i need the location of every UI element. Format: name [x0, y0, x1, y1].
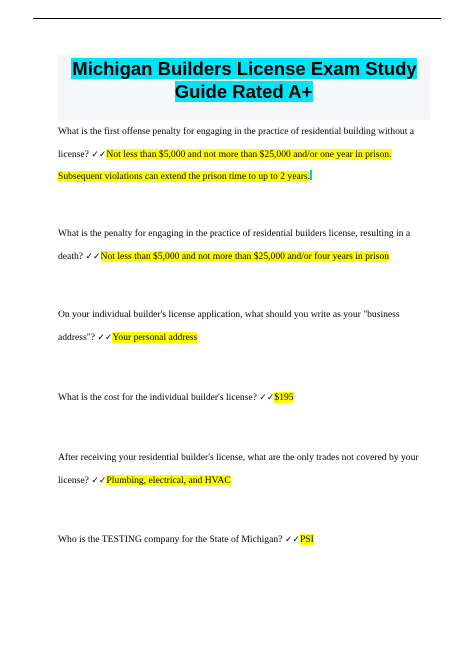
check-icon: ✓✓	[91, 475, 107, 486]
qa-item-5	[58, 447, 430, 492]
qa-item-2	[58, 223, 430, 268]
question-text: On your individual builder's license application, what should you write as your "business address"?	[58, 309, 400, 343]
answer-text: Plumbing, electrical, and HVAC	[106, 474, 231, 486]
check-icon: ✓✓	[259, 393, 275, 403]
answer-text: PSI	[299, 534, 314, 545]
check-icon: ✓✓	[91, 149, 107, 160]
answer-text: Not less than $5,000 and not more than $25,000 and/or one year in prison. Subsequent violations can extend the prison time to up to 2 years.	[58, 148, 392, 182]
answer-text: $195	[274, 392, 294, 403]
check-icon: ✓✓	[85, 251, 101, 262]
document-title: Michigan Builders License Exam Study Guide Rated A+	[72, 58, 417, 102]
qa-item-3	[58, 304, 430, 349]
question-text: After receiving your residential builder's license, what are the only trades not covered by your license?	[58, 452, 419, 486]
qa-item-4	[58, 387, 430, 410]
text-cursor	[310, 170, 312, 180]
question-text: What is the first offense penalty for engaging in the practice of residential building without a license?	[58, 126, 415, 160]
answer-text: Not less than $5,000 and not more than $25,000 and/or four years in prison	[100, 250, 390, 262]
question-text: What is the penalty for engaging in the practice of residential builders license, resulting in a death?	[58, 228, 411, 262]
question-text: Who is the TESTING company for the State of Michigan?	[58, 534, 283, 545]
question-text: What is the cost for the individual builder's license?	[58, 392, 257, 403]
top-rule	[33, 18, 441, 19]
qa-item-1	[58, 121, 430, 189]
check-icon: ✓✓	[97, 332, 113, 343]
check-icon: ✓✓	[284, 535, 300, 545]
answer-text: Your personal address	[112, 331, 198, 343]
qa-item-6	[58, 529, 430, 552]
